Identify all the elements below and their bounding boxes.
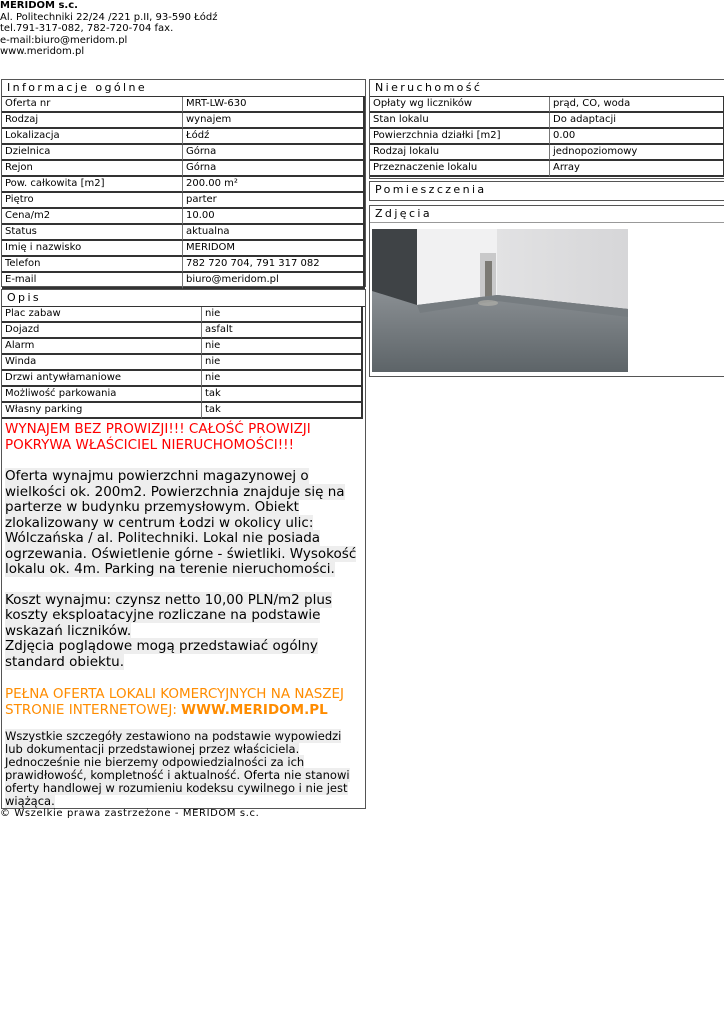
general-row <box>2 225 365 241</box>
rooms-title: Pomieszczenia <box>375 183 487 196</box>
property-row <box>370 113 724 129</box>
description-paragraph-2: Koszt wynajmu: czynsz netto 10,00 PLN/m2 plus koszty eksploatacyjne rozliczane na podstawie wskazań liczników. <box>5 591 332 639</box>
general-row-value: wynajem <box>183 113 365 129</box>
opis-row <box>2 307 363 323</box>
opis-row-value: tak <box>202 387 363 403</box>
opis-row <box>2 355 363 371</box>
general-row-label: Cena/m2 <box>2 209 183 225</box>
property-row-label: Powierzchnia działki [m2] <box>370 129 550 145</box>
opis-row <box>2 339 363 355</box>
property-row-label: Przeznaczenie lokalu <box>370 161 550 177</box>
general-row-label: Piętro <box>2 193 183 209</box>
opis-table <box>2 307 363 419</box>
opis-row <box>2 323 363 339</box>
property-row-value: jednopoziomowy <box>550 145 724 161</box>
description-paragraph-1: Oferta wynajmu powierzchni magazynowej o wielkości ok. 200m2. Powierzchnia znajduje się na parterze w budynku przemysłowym. Obiekt zlokalizowany w centrum Łodzi w okolicy ulic: Wólczańska / al. Politechniki. Lokal nie posiada ogrzewania. Oświetlenie górne - świetliki. Wysokość lokalu ok. 4m. Parking na terenie nieruchomości. <box>5 468 357 577</box>
property-photo[interactable] <box>372 229 628 372</box>
general-row-label: Rodzaj <box>2 113 183 129</box>
general-row <box>2 161 365 177</box>
company-phone: tel.791-317-082, 782-720-704 fax. <box>0 23 174 34</box>
general-row-value: 200.00 m² <box>183 177 365 193</box>
property-row-label: Rodzaj lokalu <box>370 145 550 161</box>
general-row-label: Status <box>2 225 183 241</box>
general-row-value: MRT-LW-630 <box>183 97 365 113</box>
property-row-label: Opłaty wg liczników <box>370 97 550 113</box>
opis-title: Opis <box>2 290 365 307</box>
general-row <box>2 241 365 257</box>
opis-panel <box>1 289 366 809</box>
opis-row-value: nie <box>202 371 363 387</box>
footer-copyright: © Wszelkie prawa zastrzeżone - MERIDOM s.c. <box>0 808 260 819</box>
general-row-label: E-mail <box>2 273 183 289</box>
general-row <box>2 97 365 113</box>
description-paragraph-3: Zdjęcia poglądowe mogą przedstawiać ogólny standard obiektu. <box>5 638 318 670</box>
general-row-value: parter <box>183 193 365 209</box>
company-www: www.meridom.pl <box>0 46 85 57</box>
company-email: e-mail:biuro@meridom.pl <box>0 34 128 46</box>
property-title: Nieruchomość <box>370 80 724 97</box>
opis-row-label: Winda <box>2 355 202 371</box>
property-row <box>370 97 724 113</box>
property-row-value: 0.00 <box>550 129 724 145</box>
general-row-label: Pow. całkowita [m2] <box>2 177 183 193</box>
property-row-label: Stan lokalu <box>370 113 550 129</box>
company-name: MERIDOM s.c. <box>0 0 78 11</box>
promo-website-link[interactable]: WWW.MERIDOM.PL <box>181 702 328 718</box>
disclaimer-text: Wszystkie szczegóły zestawiono na podstawie wypowiedzi lub dokumentacji przedstawionej przez właściciela. Jednocześnie nie bierzemy odpowiedzialności za ich prawidłowość, kompletność i aktualność. Oferta nie stanowi oferty handlowej w rozumieniu kodeksu cywilnego i nie jest wiążąca. <box>5 729 350 808</box>
general-row <box>2 273 365 289</box>
opis-row-label: Plac zabaw <box>2 307 202 323</box>
opis-row-label: Możliwość parkowania <box>2 387 202 403</box>
general-row-label: Rejon <box>2 161 183 177</box>
general-row-value: Górna <box>183 161 365 177</box>
general-row-label: Imię i nazwisko <box>2 241 183 257</box>
opis-row-value: nie <box>202 339 363 355</box>
property-row-value: Array <box>550 161 724 177</box>
general-row <box>2 113 365 129</box>
general-row <box>2 209 365 225</box>
property-panel <box>369 79 724 179</box>
general-row <box>2 145 365 161</box>
opis-row-label: Dojazd <box>2 323 202 339</box>
opis-row <box>2 403 363 419</box>
general-row-value: 782 720 704, 791 317 082 <box>183 257 365 273</box>
general-info-panel <box>1 79 366 287</box>
photos-title: Zdjęcia <box>370 206 724 223</box>
rooms-panel <box>369 181 724 201</box>
general-row <box>2 257 365 273</box>
property-row-value: prąd, CO, woda <box>550 97 724 113</box>
property-row <box>370 161 724 177</box>
company-header <box>0 0 300 58</box>
opis-row-value: tak <box>202 403 363 419</box>
general-info-title: Informacje ogólne <box>2 80 365 97</box>
general-row-value: aktualna <box>183 225 365 241</box>
property-table <box>370 97 724 177</box>
general-row <box>2 193 365 209</box>
general-row-label: Telefon <box>2 257 183 273</box>
property-row <box>370 129 724 145</box>
general-row-label: Lokalizacja <box>2 129 183 145</box>
opis-row-value: asfalt <box>202 323 363 339</box>
opis-row-value: nie <box>202 355 363 371</box>
general-row-value: Górna <box>183 145 365 161</box>
general-info-table <box>2 97 365 289</box>
general-row <box>2 177 365 193</box>
general-row <box>2 129 365 145</box>
general-row-value: biuro@meridom.pl <box>183 273 365 289</box>
general-row-label: Oferta nr <box>2 97 183 113</box>
general-row-value: Łódź <box>183 129 365 145</box>
property-row <box>370 145 724 161</box>
opis-row <box>2 387 363 403</box>
opis-row-label: Alarm <box>2 339 202 355</box>
general-row-label: Dzielnica <box>2 145 183 161</box>
general-row-value: 10.00 <box>183 209 365 225</box>
promo-text: PEŁNA OFERTA LOKALI KOMERCYJNYCH NA NASZEJ STRONIE INTERNETOWEJ: WWW.MERIDOM.PL <box>5 686 345 718</box>
opis-row-value: nie <box>202 307 363 323</box>
opis-row-label: Drzwi antywłamaniowe <box>2 371 202 387</box>
opis-row-label: Własny parking <box>2 403 202 419</box>
general-row-value: MERIDOM <box>183 241 365 257</box>
company-address: Al. Politechniki 22/24 /221 p.II, 93-590 Łódź <box>0 11 218 23</box>
property-row-value: Do adaptacji <box>550 113 724 129</box>
opis-row <box>2 371 363 387</box>
no-commission-headline: WYNAJEM BEZ PROWIZJI!!! CAŁOŚĆ PROWIZJI POKRYWA WŁAŚCICIEL NIERUCHOMOŚCI!!! <box>5 421 311 453</box>
